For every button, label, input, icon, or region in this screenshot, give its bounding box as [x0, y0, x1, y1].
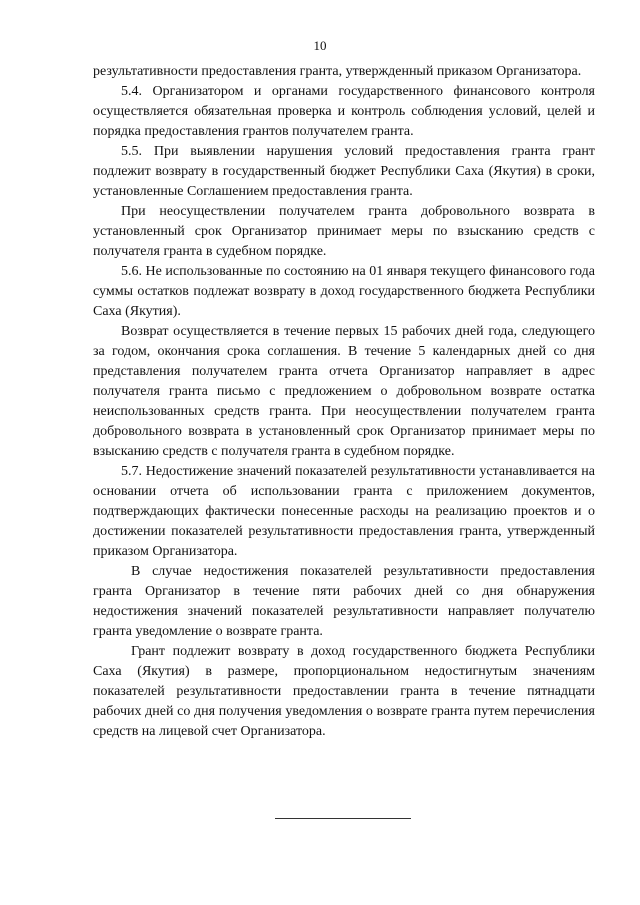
- paragraph-5-6: 5.6. Не использованные по состоянию на 01 января текущего финансового года суммы остатков подлежат возврату в доход государственного бюджета Республики Саха (Якутия).: [93, 264, 595, 319]
- paragraph-grant-return: Грант подлежит возврату в доход государственного бюджета Республики Саха (Якутия) в размере, пропорциональном недостигнутым значениям показателей результативности предоставлении гранта в течение пятнадцати рабочих дней со дня получения уведомления о возврате гранта путем перечисления средств на лицевой счет Организатора.: [93, 644, 595, 739]
- paragraph-continuation: результативности предоставления гранта, утвержденный приказом Организатора.: [93, 64, 582, 79]
- paragraph-5-4: 5.4. Организатором и органами государственного финансового контроля осуществляется обязательная проверка и контроль соблюдения условий, целей и порядка предоставления грантов получателем гранта.: [93, 84, 595, 139]
- paragraph-5-7: 5.7. Недостижение значений показателей результативности устанавливается на основании отчета об использовании гранта с приложением документов, подтверждающих фактически понесенные расходы на реализацию проектов и о достижении показателей результативности предоставления гранта, утвержденный приказом Организатора.: [93, 464, 595, 559]
- paragraph-5-5: 5.5. При выявлении нарушения условий предоставления гранта грант подлежит возврату в государственный бюджет Республики Саха (Якутия) в сроки, установленные Соглашением предоставления гранта.: [93, 144, 595, 199]
- end-of-text-rule: [275, 818, 411, 819]
- paragraph-return-terms: Возврат осуществляется в течение первых 15 рабочих дней года, следующего за годом, окончания срока соглашения. В течение 5 календарных дней со дня представления получателем гранта отчета Организатор направляет в адрес получателя гранта письмо с предложением о добровольном возврате остатка неиспользованных средств гранта. При неосуществлении получателем гранта добровольного возврата в установленный срок Организатор принимает меры по взысканию средств с получателя гранта в судебном порядке.: [93, 324, 595, 459]
- paragraph-non-return: При неосуществлении получателем гранта добровольного возврата в установленный срок Организатор принимает меры по взысканию средств с получателя гранта в судебном порядке.: [93, 204, 595, 259]
- document-body: [93, 62, 595, 742]
- page-number: 10: [313, 38, 327, 53]
- paragraph-underachievement: В случае недостижения показателей результативности предоставления гранта Организатор в течение пяти рабочих дней со дня обнаружения недостижения значений показателей результативности направляет получателю гранта уведомление о возврате гранта.: [93, 564, 595, 639]
